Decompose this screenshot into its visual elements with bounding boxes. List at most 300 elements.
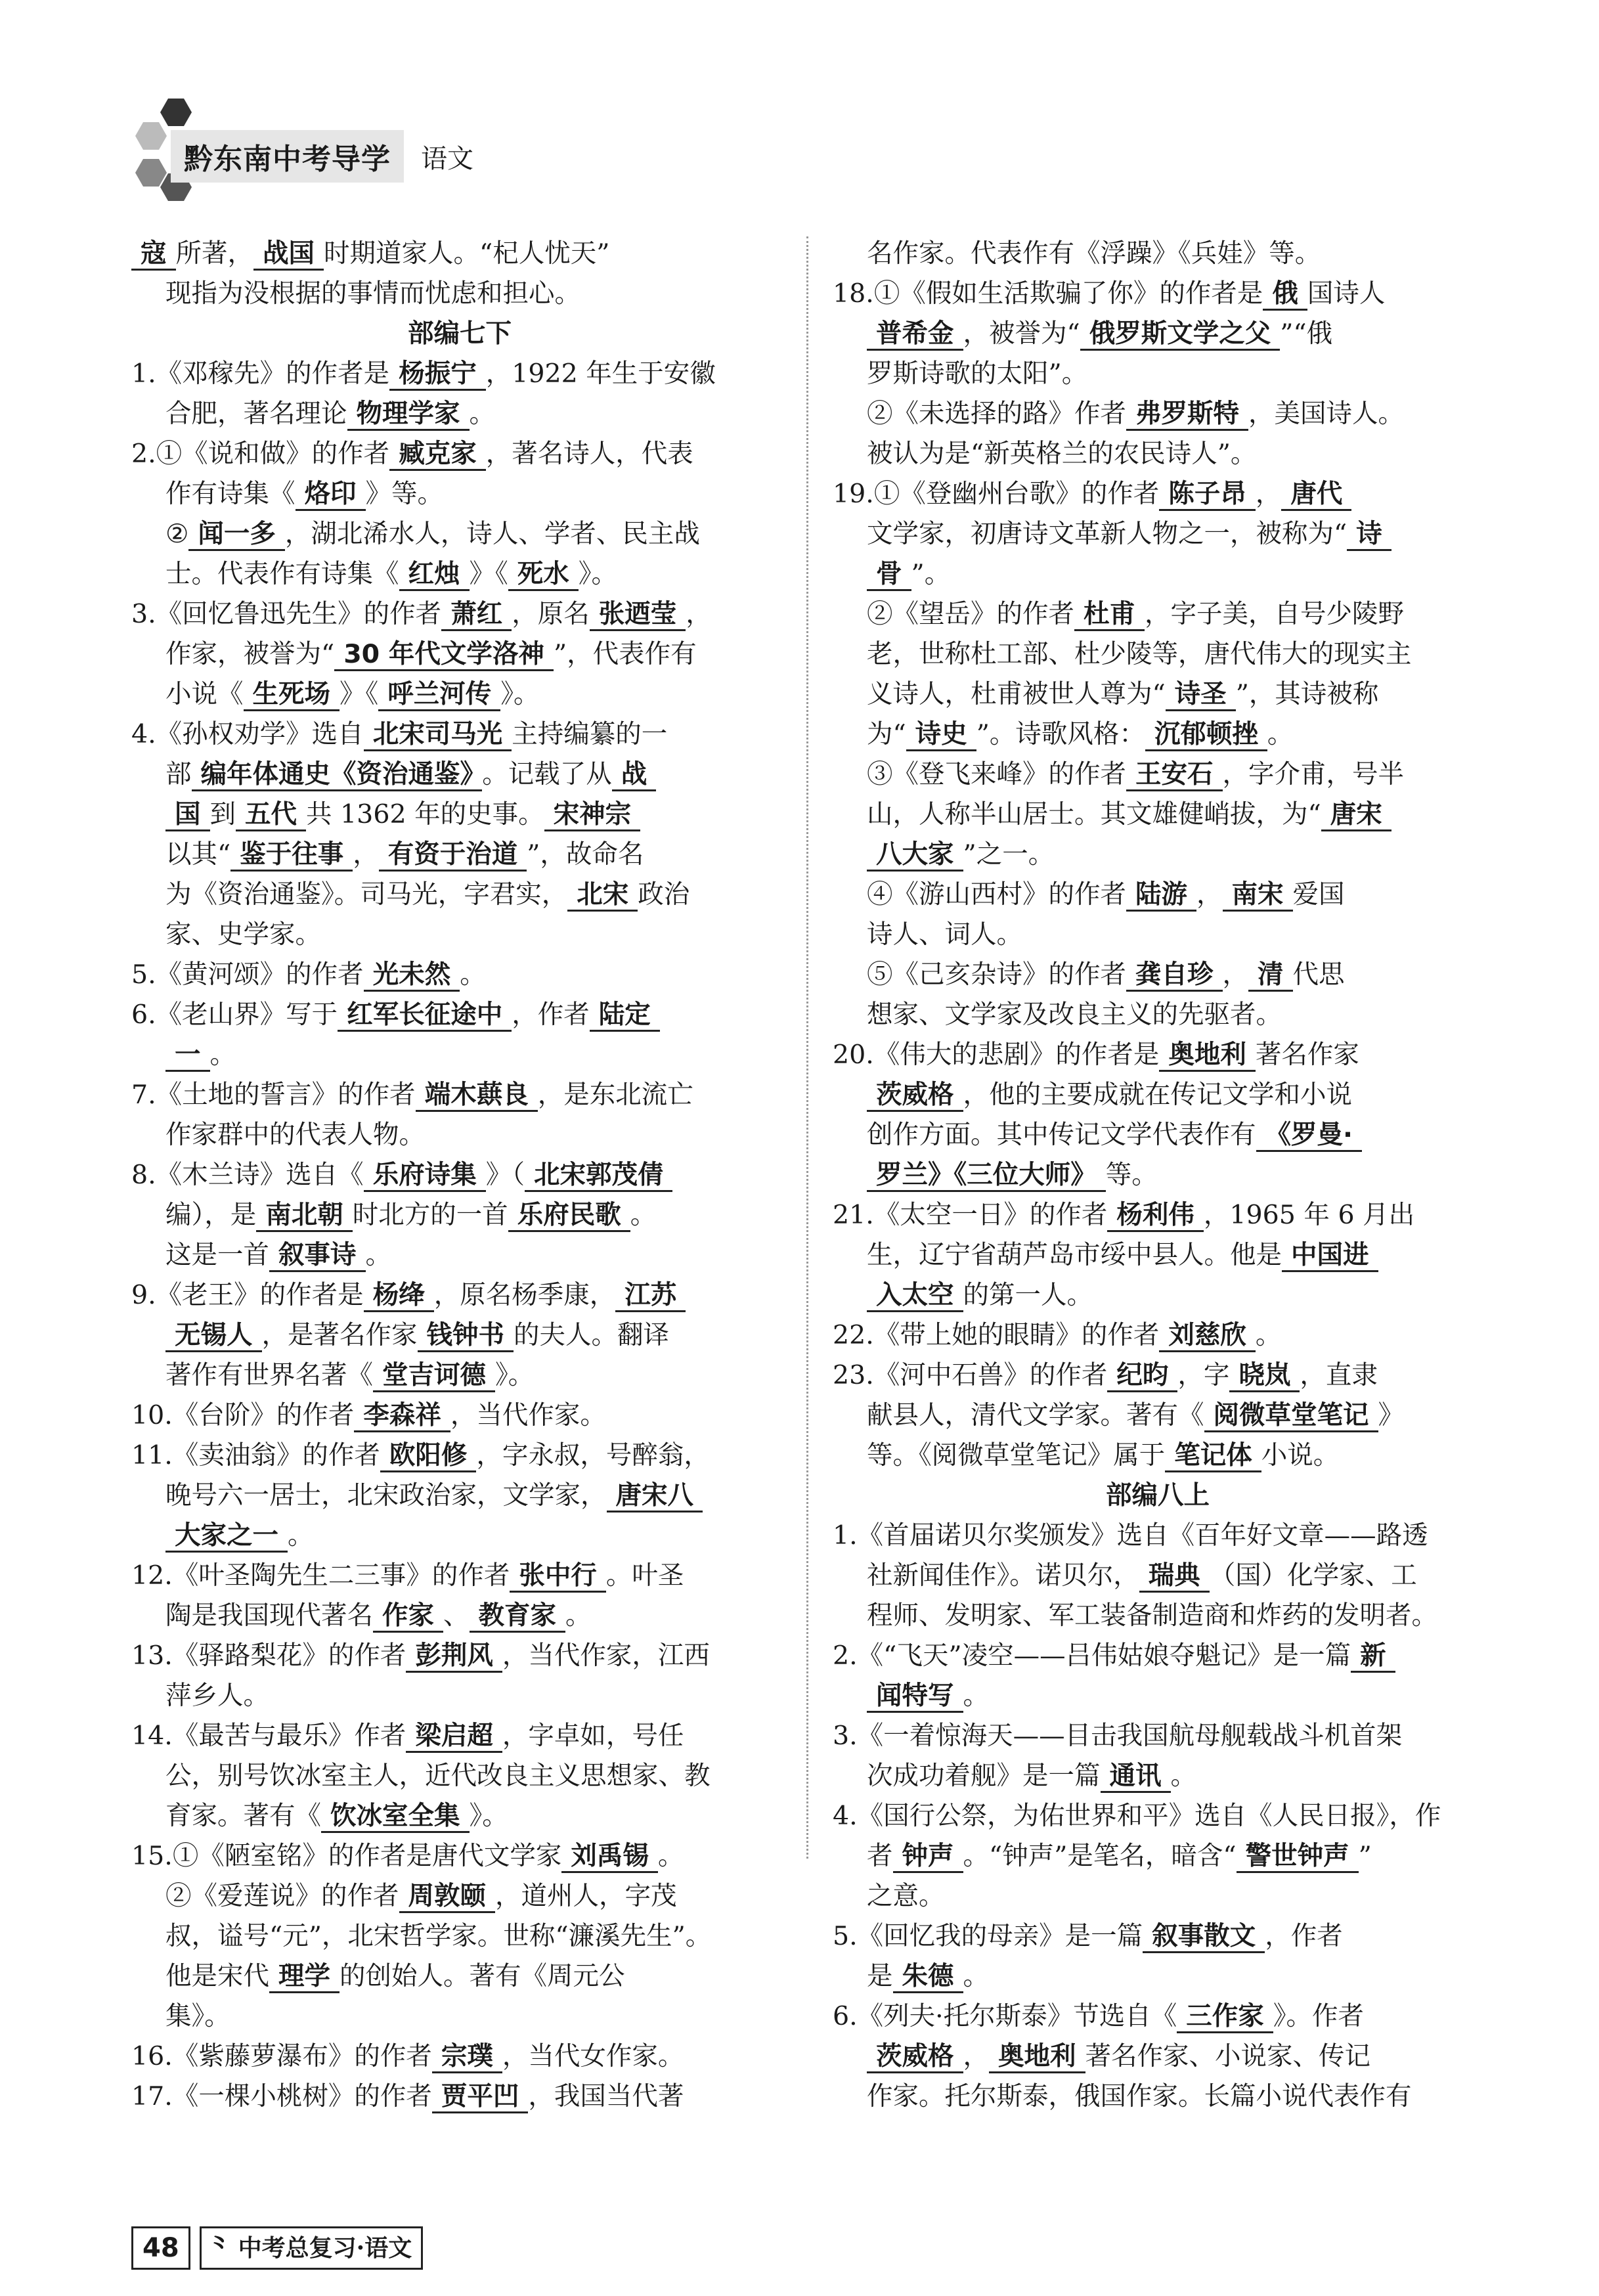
line-text: ，当代作家。 [450,1400,606,1430]
line-text: ”，故命名 [527,839,644,870]
line-text: 。 [288,1520,314,1551]
line-text: ”，其诗被称 [1235,679,1379,709]
text-line [131,2077,788,2117]
line-text: 2.①《说和做》的作者 [131,439,390,469]
answer-blank: 编年体通史《资治通鉴》 [192,759,483,791]
answer-blank: 弗罗斯特 [1126,399,1248,431]
line-text: ， [353,839,379,870]
line-text: ，被誉为“ [963,319,1080,349]
answer-blank: 刘慈欣 [1159,1320,1256,1352]
line-text: 等。《阅微草堂笔记》属于 [867,1440,1166,1470]
header-title-bar [171,130,473,183]
hexagon-decoration-icon [160,99,192,126]
line-text: 的夫人。翻译 [514,1320,669,1350]
answer-blank: 贾平凹 [432,2081,529,2113]
text-line [131,274,788,314]
line-text: 的第一人。 [963,1280,1093,1310]
answer-blank: 三作家 [1177,2001,1273,2033]
line-text: 陶是我国现代著名 [165,1601,373,1631]
text-line [833,715,1483,755]
line-text: 》。 [469,1801,508,1831]
line-text: ，我国当代著 [528,2081,684,2111]
line-text: ，字介甫，号半 [1222,759,1404,789]
answer-blank: 茨威格 [867,1080,963,1112]
line-text: ② [165,519,189,549]
answer-blank: 红军长征途中 [338,1000,512,1032]
answer-blank: 端木蕻良 [416,1080,538,1112]
line-text: 晚号六一居士，北宋政治家，文学家， [165,1480,607,1511]
line-text: 。 [630,1200,657,1230]
line-text: 家、史学家。 [165,919,321,950]
text-line [131,1596,788,1636]
line-text: ，是著名作家 [261,1320,418,1350]
line-text: 代思 [1292,960,1345,990]
text-line [131,1636,788,1676]
line-text: 之意。 [867,1881,945,1911]
column-divider [806,236,808,1859]
answer-blank: 闻特写 [867,1681,963,1713]
line-text: 》等。 [365,479,443,509]
text-line [131,875,788,915]
line-text: ”。诗歌风格： [976,719,1145,749]
line-text: 集》。 [165,2001,230,2031]
text-line [833,394,1483,434]
line-text: ，道州人，字茂 [495,1881,677,1911]
answer-blank: 俄 [1263,278,1307,311]
answer-blank: 奥地利 [1159,1040,1256,1072]
answer-blank: 北宋司马光 [364,719,512,751]
text-line [131,1195,788,1235]
text-line [833,875,1483,915]
line-text: 5.《黄河颂》的作者 [131,960,364,990]
answer-blank: 龚自珍 [1126,960,1223,992]
line-text: 主持编纂的一 [512,719,668,749]
text-line [833,1315,1483,1356]
line-text: 合肥，著名理论 [165,399,347,429]
answer-blank: 罗兰》《三位大师》 [867,1160,1106,1192]
line-text: 程师、发明家、军工装备制造商和炸药的发明者。 [867,1601,1437,1631]
answer-blank: 沉郁顿挫 [1145,719,1267,751]
line-text: ，他的主要成就在传记文学和小说 [963,1080,1352,1110]
answer-blank: 宋神宗 [544,799,641,831]
line-text: 20.《伟大的悲剧》的作者是 [833,1040,1160,1070]
text-line [131,715,788,755]
line-text: ，直隶 [1300,1360,1378,1390]
answer-blank: 张迺莹 [590,599,686,631]
text-line [131,1676,788,1716]
line-text: ”“俄 [1280,319,1333,349]
line-text: 老，世称杜工部、杜少陵等，唐代伟大的现实主 [867,639,1412,669]
answer-blank: 红烛 [399,559,470,591]
line-text: 》。作者 [1273,2001,1364,2031]
line-text: ，1965 年 6 月出 [1203,1200,1415,1230]
line-text: 的创始人。著有《周元公 [340,1961,625,1991]
answer-blank: 乐府民歌 [508,1200,630,1232]
hexagon-decoration-icon [135,159,167,187]
line-text: ，字 [1177,1360,1230,1390]
line-text: 时期道家人。“杞人忧天” [324,238,610,269]
answer-blank: 叙事散文 [1143,1921,1265,1953]
text-line [131,835,788,875]
line-text: 19.①《登幽州台歌》的作者 [833,479,1160,509]
text-line [131,755,788,795]
line-text: ， [1222,960,1248,990]
line-text: 。 [209,1040,236,1070]
text-line [833,674,1483,715]
text-line [131,1716,788,1756]
text-line [131,1796,788,1836]
line-text: 爱国 [1292,879,1345,910]
answer-blank: 张中行 [510,1560,606,1593]
answer-blank: 阅微草堂笔记 [1204,1400,1378,1432]
text-line [833,1836,1483,1876]
line-text: 为《资治通鉴》。司马光，字君实， [165,879,568,910]
answer-blank: 钟声 [893,1841,963,1873]
line-text: 以其“ [165,839,231,870]
line-text: 6.《老山界》写于 [131,1000,338,1030]
answer-blank: 陈子昂 [1159,479,1256,511]
text-line [833,474,1483,514]
answer-blank: 理学 [269,1961,340,1993]
answer-blank: 死水 [508,559,579,591]
line-text: 想家、文学家及改良主义的先驱者。 [867,1000,1282,1030]
answer-blank: 作家 [373,1601,443,1633]
line-text: 。 [1267,719,1294,749]
line-text: 罗斯诗歌的太阳”。 [867,359,1088,389]
line-text: 共 1362 年的史事。 [306,799,544,829]
line-text: 15.①《陋室铭》的作者是唐代文学家 [131,1841,562,1871]
answer-blank: 30 年代文学洛神 [334,639,554,671]
line-text: 时北方的一首 [352,1200,508,1230]
text-line [833,634,1483,674]
answer-blank: 北宋 [567,879,638,912]
answer-blank: 杨绛 [364,1280,434,1312]
line-text: 12.《叶圣陶先生二三事》的作者 [131,1560,510,1591]
answer-blank: 笔记体 [1165,1440,1261,1472]
answer-blank: 茨威格 [867,2041,963,2073]
text-line [131,1396,788,1436]
text-line [833,795,1483,835]
line-text: 1.《首届诺贝尔奖颁发》选自《百年好文章——路透 [833,1520,1428,1551]
text-line [833,554,1483,594]
answer-blank: 大家之一 [165,1520,288,1553]
text-line [833,1676,1483,1716]
answer-blank: 五代 [236,799,306,831]
answer-blank: 战国 [253,238,324,271]
answer-blank: 王安石 [1126,759,1223,791]
answer-blank: 朱德 [893,1961,963,1993]
line-text: 诗人、词人。 [867,919,1022,950]
line-text: 育家。著有《 [165,1801,321,1831]
text-line [833,1275,1483,1315]
answer-blank: 诗史 [906,719,976,751]
answer-blank: 无锡人 [165,1320,262,1352]
line-text: 。 [365,1240,391,1270]
text-line [131,795,788,835]
answer-blank: 臧克家 [389,439,486,471]
answer-blank: 唐宋八 [607,1480,703,1512]
line-text: 》。 [500,679,540,709]
answer-blank: 清 [1248,960,1293,992]
line-text: 作家群中的代表人物。 [165,1120,425,1150]
left-column [131,234,788,2117]
text-line [131,1516,788,1556]
line-text: ，原名杨季康， [433,1280,616,1310]
brush-stroke-icon: ⺀ [206,2232,233,2263]
line-text: 文学家，初唐诗文革新人物之一，被称为“ [867,519,1347,549]
answer-blank: 寇 [131,238,176,271]
answer-blank: 刘禹锡 [561,1841,658,1873]
line-text: 3.《一着惊海天——目击我国航母舰载战斗机首架 [833,1721,1403,1751]
answer-blank: 警世钟声 [1237,1841,1359,1873]
line-text: 国诗人 [1307,278,1386,309]
line-text: ，当代作家，江西 [502,1641,710,1671]
text-line [131,1155,788,1195]
answer-blank: 陆游 [1126,879,1196,912]
line-text: ，美国诗人。 [1248,399,1404,429]
line-text: 作家，被誉为“ [165,639,335,669]
line-text: ，作者 [512,1000,590,1030]
text-line [833,915,1483,955]
line-text: 社新闻佳作》。诺贝尔， [867,1560,1139,1591]
line-text: 。 [469,399,495,429]
line-text: 现指为没根据的事情而忧虑和担心。 [165,278,580,309]
text-line [833,1956,1483,1997]
text-line [131,1115,788,1155]
line-text: ③《登飞来峰》的作者 [867,759,1126,789]
page-number: 48 [131,2226,190,2270]
line-text: 创作方面。其中传记文学代表作有 [867,1120,1256,1150]
line-text: 。 [657,1841,684,1871]
text-line [833,955,1483,995]
text-line [833,1756,1483,1796]
line-text: 生，辽宁省葫芦岛市绥中县人。他是 [867,1240,1282,1270]
text-line [131,1836,788,1876]
text-line [833,354,1483,394]
answer-blank: 唐代 [1281,479,1351,511]
line-text: 著名作家、小说家、传记 [1085,2041,1370,2071]
text-line [131,1075,788,1115]
line-text: 。 [1255,1320,1282,1350]
section-heading [131,314,788,354]
line-text: 。 [1170,1761,1196,1791]
text-line [131,1756,788,1796]
answer-blank: 欧阳修 [380,1440,477,1472]
text-line [131,1035,788,1075]
line-text: （国）化学家、工 [1209,1560,1417,1591]
line-text: 21.《太空一日》的作者 [833,1200,1108,1230]
answer-blank: 宗璞 [432,2041,502,2073]
header-subject: 语文 [421,143,473,174]
text-line [833,1716,1483,1756]
line-text: 1.《邓稼先》的作者是 [131,359,390,389]
text-line [833,995,1483,1035]
text-line [131,1436,788,1476]
text-line [833,1195,1483,1235]
text-line [131,1275,788,1315]
answer-blank: 通讯 [1101,1761,1171,1793]
line-text: ，1922 年生于安徽 [485,359,716,389]
line-text: 编），是 [165,1200,257,1230]
line-text: ，字永叔，号醉翁， [476,1440,710,1470]
line-text: 名作家。代表作有《浮躁》《兵娃》等。 [867,238,1321,269]
answer-blank: 杨利伟 [1107,1200,1204,1232]
line-text: ②《望岳》的作者 [867,599,1074,629]
answer-blank: 烙印 [296,479,366,511]
line-text: ，字子美，自号少陵野 [1145,599,1404,629]
text-line [131,394,788,434]
answer-blank: 鉴于往事 [230,839,353,872]
line-text: 。 [565,1601,592,1631]
line-text: ， [1255,479,1282,509]
text-line [833,594,1483,634]
line-text: ，字卓如，号任 [502,1721,684,1751]
text-line [131,554,788,594]
line-text: 萍乡人。 [165,1681,269,1711]
text-line [131,1356,788,1396]
line-text: 17.《一棵小桃树》的作者 [131,2081,432,2111]
line-text: 次成功着舰》是一篇 [867,1761,1101,1791]
line-text: ， [686,599,712,629]
line-text: 。 [963,1961,989,1991]
answer-blank: 一 [165,1040,210,1072]
answer-blank: 梁启超 [406,1721,502,1753]
text-line [833,1075,1483,1115]
line-text: 。 [963,1681,989,1711]
text-line [833,835,1483,875]
line-text: 献县人，清代文学家。著有《 [867,1400,1204,1430]
line-text: ，湖北浠水人，诗人、学者、民主战 [284,519,700,549]
hexagon-decoration-icon [135,122,167,150]
line-text: 等。 [1105,1160,1158,1190]
text-line [833,1035,1483,1075]
text-line [131,1235,788,1275]
line-text: 》（ [485,1160,525,1190]
answer-blank: 彭荆风 [406,1641,502,1673]
line-text: ，著名诗人，代表 [485,439,693,469]
line-text: 》《 [469,559,508,589]
line-text: ②《未选择的路》作者 [867,399,1126,429]
line-text: 3.《回忆鲁迅先生》的作者 [131,599,442,629]
answer-blank: 萧红 [441,599,512,631]
text-line [833,1916,1483,1956]
line-text: 叔，谥号“元”，北宋哲学家。世称“濂溪先生”。 [165,1921,712,1951]
text-line [833,1636,1483,1676]
line-text: 作有诗集《 [165,479,296,509]
text-line [833,1356,1483,1396]
line-text: ，原名 [512,599,590,629]
line-text: ，是东北流亡 [537,1080,693,1110]
text-line [833,1596,1483,1636]
line-text: 部编八上 [1106,1480,1210,1511]
line-text: 士。代表作有诗集《 [165,559,399,589]
text-line [833,1436,1483,1476]
line-text: 山，人称半山居士。其文雄健峭拔，为“ [867,799,1321,829]
line-text: 著作有世界名著《 [165,1360,373,1390]
answer-blank: 南宋 [1223,879,1293,912]
line-text: ”之一。 [963,839,1055,870]
page-header [131,99,1051,190]
answer-blank: 八大家 [867,839,963,872]
line-text: ， [1196,879,1223,910]
text-line [833,234,1483,274]
line-text: 所著， [175,238,253,269]
line-text: 5.《回忆我的母亲》是一篇 [833,1921,1143,1951]
answer-blank: 骨 [867,559,911,591]
answer-blank: 陆定 [590,1000,660,1032]
line-text: 他是宋代 [165,1961,269,1991]
answer-blank: 杜甫 [1074,599,1145,631]
answer-blank: 诗圣 [1166,679,1236,711]
line-text: 8.《木兰诗》选自《 [131,1160,364,1190]
answer-blank: 杨振宁 [389,359,486,391]
answer-blank: 饮冰室全集 [321,1801,470,1833]
line-text: 这是一首 [165,1240,269,1270]
answer-blank: 江苏 [615,1280,686,1312]
text-line [833,1796,1483,1836]
line-text: 。记载了从 [482,759,612,789]
answer-blank: 中国进 [1282,1240,1378,1272]
text-line [131,1556,788,1596]
answer-blank: 李森祥 [354,1400,450,1432]
text-line [833,1115,1483,1155]
line-text: 6.《列夫·托尔斯泰》节选自《 [833,2001,1177,2031]
section-heading [833,1476,1483,1516]
line-text: 、 [443,1601,470,1631]
text-line [131,434,788,474]
answer-blank: 俄罗斯文学之父 [1080,319,1281,351]
page-footer [131,2225,423,2271]
answer-blank: 有资于治道 [379,839,527,872]
line-text: 是 [867,1961,893,1991]
line-text: ④《游山西村》的作者 [867,879,1126,910]
text-line [833,1876,1483,1916]
line-text: 。“钟声”是笔名，暗含“ [963,1841,1237,1871]
line-text: 》 [1378,1400,1404,1430]
line-text: 小说。 [1261,1440,1340,1470]
answer-blank: 光未然 [364,960,460,992]
text-line [833,755,1483,795]
right-column [833,234,1483,2117]
line-text: ” [1358,1841,1372,1871]
answer-blank: 南北朝 [256,1200,353,1232]
answer-blank: 叙事诗 [269,1240,366,1272]
text-line [131,955,788,995]
text-line [131,1997,788,2037]
text-line [131,1916,788,1956]
answer-blank: 纪昀 [1107,1360,1177,1392]
line-text: 9.《老王》的作者是 [131,1280,364,1310]
text-line [131,594,788,634]
line-text: 部编七下 [408,319,512,349]
text-line [131,1876,788,1916]
line-text: 公，别号饮冰室主人，近代改良主义思想家、教 [165,1761,711,1791]
line-text: 7.《土地的誓言》的作者 [131,1080,416,1110]
answer-blank: 堂吉诃德 [373,1360,495,1392]
answer-blank: 教育家 [470,1601,566,1633]
text-line [131,514,788,554]
answer-blank: 晓岚 [1229,1360,1300,1392]
answer-blank: 呼兰河传 [378,679,500,711]
text-line [131,995,788,1035]
answer-blank: 北宋郭茂倩 [525,1160,673,1192]
line-text: 到 [209,799,236,829]
text-line [833,1556,1483,1596]
line-text: ”。 [911,559,951,589]
line-text: 16.《紫藤萝瀑布》的作者 [131,2041,432,2071]
line-text: 11.《卖油翁》的作者 [131,1440,380,1470]
text-line [833,314,1483,354]
